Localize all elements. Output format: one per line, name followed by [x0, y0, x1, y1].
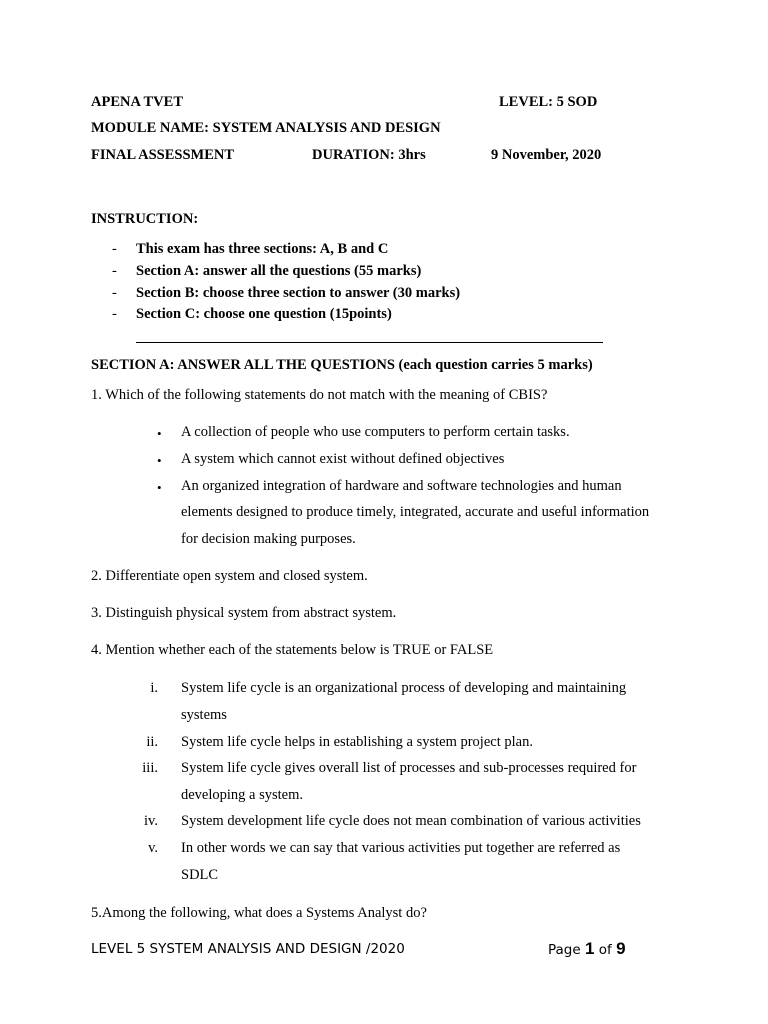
duration: DURATION: 3hrs — [312, 147, 426, 163]
instruction-text: This exam has three sections: A, B and C — [136, 241, 389, 257]
statement-text: System life cycle helps in establishing a system project plan. — [181, 734, 533, 750]
question-3: 3. Distinguish physical system from abstract system. — [91, 605, 397, 621]
option-text: A collection of people who use computers to perform certain tasks. — [181, 424, 570, 440]
option-text: A system which cannot exist without defined objectives — [181, 451, 505, 467]
instruction-text: Section A: answer all the questions (55 marks) — [136, 263, 422, 279]
dash-marker: - — [112, 285, 117, 301]
page-label: Page — [548, 942, 585, 958]
assessment-type: FINAL ASSESSMENT — [91, 147, 235, 163]
page-number: 1 — [584, 939, 595, 958]
question-4: 4. Mention whether each of the statements below is TRUE or FALSE — [91, 642, 494, 658]
option-text: An organized integration of hardware and software technologies and human — [181, 478, 622, 494]
instruction-text: Section C: choose one question (15points) — [136, 306, 392, 322]
instruction-text: Section B: choose three section to answer (30 marks) — [136, 285, 461, 301]
statement-text: System development life cycle does not mean combination of various activities — [181, 813, 641, 829]
instruction-title: INSTRUCTION: — [91, 211, 199, 227]
option-text: elements designed to produce timely, integrated, accurate and useful information — [181, 504, 650, 520]
bullet-marker: • — [157, 453, 162, 468]
statement-text: In other words we can say that various activities put together are referred as — [181, 840, 621, 856]
bullet-marker: • — [157, 426, 162, 441]
footer-course: LEVEL 5 SYSTEM ANALYSIS AND DESIGN /2020 — [91, 941, 405, 957]
question-2: 2. Differentiate open system and closed system. — [91, 568, 368, 584]
statement-text: systems — [181, 707, 227, 723]
page-of: of — [594, 942, 617, 958]
roman-numeral: v. — [148, 840, 158, 856]
roman-numeral: i. — [150, 680, 158, 696]
exam-date: 9 November, 2020 — [491, 147, 602, 163]
statement-text: System life cycle gives overall list of processes and sub-processes required for — [181, 760, 637, 776]
dash-marker: - — [112, 241, 117, 257]
divider-line — [136, 342, 603, 343]
dash-marker: - — [112, 263, 117, 279]
roman-numeral: iii. — [142, 760, 158, 776]
page-indicator — [548, 939, 626, 959]
roman-numeral: iv. — [144, 813, 158, 829]
school-name: APENA TVET — [91, 94, 183, 110]
option-text: for decision making purposes. — [181, 531, 356, 547]
section-a-title: SECTION A: ANSWER ALL THE QUESTIONS (each question carries 5 marks) — [91, 357, 593, 373]
statement-text: developing a system. — [181, 787, 304, 803]
dash-marker: - — [112, 306, 117, 322]
level-label: LEVEL: 5 SOD — [499, 94, 598, 110]
roman-numeral: ii. — [146, 734, 158, 750]
module-name: MODULE NAME: SYSTEM ANALYSIS AND DESIGN — [91, 120, 441, 136]
statement-text: System life cycle is an organizational process of developing and maintaining — [181, 680, 627, 696]
bullet-marker: • — [157, 480, 162, 495]
page-total: 9 — [616, 939, 626, 958]
question-1: 1. Which of the following statements do not match with the meaning of CBIS? — [91, 387, 548, 403]
question-5: 5.Among the following, what does a Systems Analyst do? — [91, 905, 427, 921]
statement-text: SDLC — [181, 867, 219, 883]
